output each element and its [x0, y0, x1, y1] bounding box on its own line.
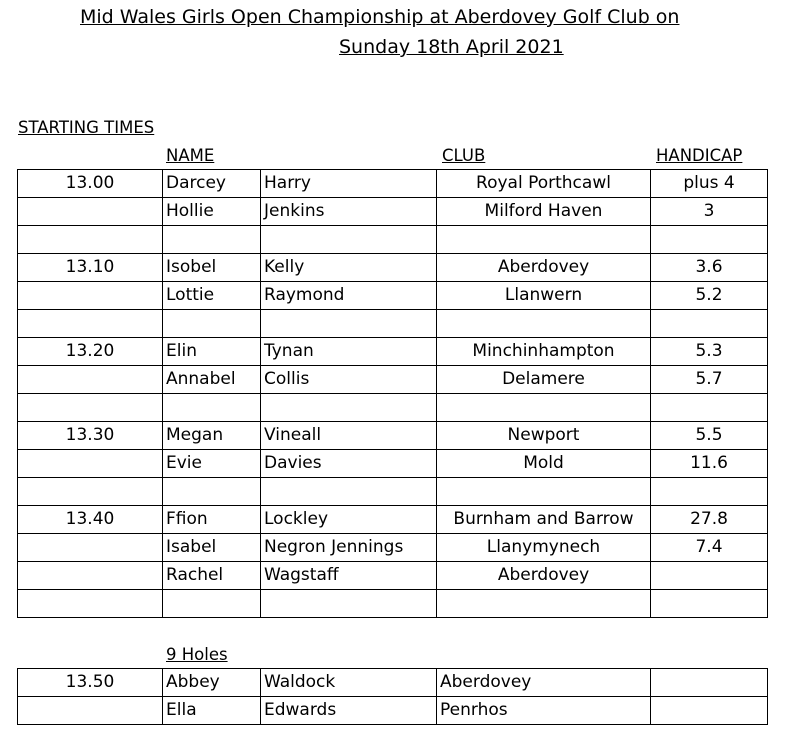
tee-time-cell: 13.30 — [18, 422, 163, 450]
surname-cell: Edwards — [261, 697, 437, 725]
page-title-line-1: Mid Wales Girls Open Championship at Aberdovey Golf Club on — [80, 6, 680, 28]
surname-cell — [261, 394, 437, 422]
club-cell — [437, 394, 651, 422]
tee-time-cell — [18, 478, 163, 506]
handicap-cell: plus 4 — [651, 170, 768, 198]
club-cell — [437, 478, 651, 506]
table-row — [18, 338, 768, 366]
surname-cell: Lockley — [261, 506, 437, 534]
handicap-cell — [651, 310, 768, 338]
handicap-cell — [651, 478, 768, 506]
table-row — [18, 254, 768, 282]
starting-times-label: STARTING TIMES — [18, 118, 155, 137]
handicap-cell — [651, 394, 768, 422]
tee-time-cell — [18, 198, 163, 226]
first-name-cell: Ffion — [163, 506, 261, 534]
club-cell: Llanymynech — [437, 534, 651, 562]
surname-cell: Raymond — [261, 282, 437, 310]
handicap-cell: 5.2 — [651, 282, 768, 310]
tee-time-cell — [18, 310, 163, 338]
tee-time-cell: 13.50 — [18, 669, 163, 697]
surname-cell — [261, 478, 437, 506]
table-row — [18, 590, 768, 618]
tee-time-cell: 13.20 — [18, 338, 163, 366]
club-cell: Penrhos — [437, 697, 651, 725]
handicap-cell — [651, 669, 768, 697]
handicap-cell: 5.3 — [651, 338, 768, 366]
surname-cell: Vineall — [261, 422, 437, 450]
club-cell: Aberdovey — [437, 669, 651, 697]
table-row — [18, 450, 768, 478]
tee-time-cell — [18, 282, 163, 310]
table-row — [18, 562, 768, 590]
handicap-cell: 11.6 — [651, 450, 768, 478]
club-cell: Llanwern — [437, 282, 651, 310]
club-cell: Newport — [437, 422, 651, 450]
club-cell: Milford Haven — [437, 198, 651, 226]
club-cell: Delamere — [437, 366, 651, 394]
surname-cell: Jenkins — [261, 198, 437, 226]
first-name-cell: Hollie — [163, 198, 261, 226]
first-name-cell: Isobel — [163, 254, 261, 282]
surname-cell: Tynan — [261, 338, 437, 366]
handicap-cell: 3 — [651, 198, 768, 226]
first-name-cell — [163, 310, 261, 338]
club-cell — [437, 590, 651, 618]
first-name-cell: Evie — [163, 450, 261, 478]
surname-cell: Waldock — [261, 669, 437, 697]
table-row — [18, 534, 768, 562]
table-row — [18, 310, 768, 338]
table-row — [18, 366, 768, 394]
surname-cell: Collis — [261, 366, 437, 394]
table-row — [18, 506, 768, 534]
tee-time-cell — [18, 226, 163, 254]
handicap-cell: 5.5 — [651, 422, 768, 450]
tee-time-cell — [18, 590, 163, 618]
table-row — [18, 422, 768, 450]
table-row — [18, 697, 768, 725]
club-cell: Aberdovey — [437, 254, 651, 282]
handicap-cell — [651, 562, 768, 590]
nine-holes-label: 9 Holes — [166, 645, 228, 664]
surname-cell: Harry — [261, 170, 437, 198]
table-row — [18, 669, 768, 697]
tee-time-cell — [18, 394, 163, 422]
handicap-cell: 27.8 — [651, 506, 768, 534]
handicap-cell — [651, 226, 768, 254]
handicap-cell — [651, 697, 768, 725]
club-cell — [437, 310, 651, 338]
first-name-cell: Isabel — [163, 534, 261, 562]
club-cell: Mold — [437, 450, 651, 478]
surname-cell — [261, 226, 437, 254]
surname-cell — [261, 590, 437, 618]
surname-cell — [261, 310, 437, 338]
club-column-header: CLUB — [442, 146, 486, 165]
handicap-cell: 7.4 — [651, 534, 768, 562]
tee-time-cell — [18, 366, 163, 394]
tee-time-cell — [18, 562, 163, 590]
club-cell: Royal Porthcawl — [437, 170, 651, 198]
tee-time-cell — [18, 697, 163, 725]
first-name-cell: Lottie — [163, 282, 261, 310]
first-name-cell: Elin — [163, 338, 261, 366]
first-name-cell — [163, 394, 261, 422]
tee-time-cell — [18, 534, 163, 562]
club-cell: Burnham and Barrow — [437, 506, 651, 534]
first-name-cell: Megan — [163, 422, 261, 450]
first-name-cell — [163, 478, 261, 506]
surname-cell: Wagstaff — [261, 562, 437, 590]
table-row — [18, 478, 768, 506]
surname-cell: Kelly — [261, 254, 437, 282]
table-row — [18, 226, 768, 254]
tee-time-cell: 13.00 — [18, 170, 163, 198]
starting-times-table — [17, 169, 768, 618]
first-name-cell — [163, 590, 261, 618]
first-name-cell: Rachel — [163, 562, 261, 590]
tee-time-cell: 13.40 — [18, 506, 163, 534]
tee-time-cell: 13.10 — [18, 254, 163, 282]
surname-cell: Davies — [261, 450, 437, 478]
surname-cell: Negron Jennings — [261, 534, 437, 562]
handicap-column-header: HANDICAP — [656, 146, 743, 165]
table-row — [18, 198, 768, 226]
first-name-cell: Annabel — [163, 366, 261, 394]
first-name-cell: Ella — [163, 697, 261, 725]
first-name-cell — [163, 226, 261, 254]
handicap-cell: 3.6 — [651, 254, 768, 282]
table-row — [18, 282, 768, 310]
first-name-cell: Darcey — [163, 170, 261, 198]
club-cell: Aberdovey — [437, 562, 651, 590]
tee-time-cell — [18, 450, 163, 478]
table-row — [18, 394, 768, 422]
handicap-cell — [651, 590, 768, 618]
nine-holes-table — [17, 668, 768, 725]
name-column-header: NAME — [166, 146, 215, 165]
table-row — [18, 170, 768, 198]
first-name-cell: Abbey — [163, 669, 261, 697]
page-title-line-2: Sunday 18th April 2021 — [339, 36, 564, 58]
club-cell — [437, 226, 651, 254]
handicap-cell: 5.7 — [651, 366, 768, 394]
club-cell: Minchinhampton — [437, 338, 651, 366]
